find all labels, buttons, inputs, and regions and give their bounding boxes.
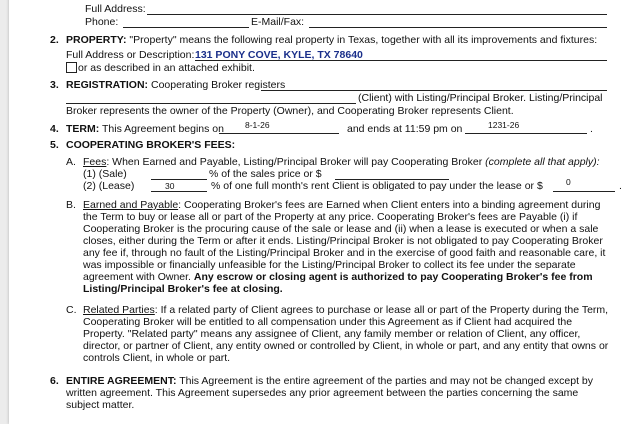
fees-a-intro-italic: (complete all that apply): [485,156,600,168]
fees-b-line-4: closes, either during the Term or after it ends. Listing/Principal Broker is not obligated to pay Cooperating Broker [83,235,603,247]
fees-lease-dollar-value[interactable]: 0 [566,177,571,187]
fees-a-line [83,156,600,168]
section-4-text-2: and ends at 11:59 pm on [347,123,463,135]
fees-b-line-6: was impossible or financially unfeasible for the Listing/Principal Broker to collect its fee under the separate [83,259,576,271]
term-begin-line [219,133,339,134]
fees-c-line-3: Property. "Related party" means any assignee of Client, any family member or relation of Client, any officer, [83,328,581,340]
section-2-text: "Property" means the following real property in Texas, together with all its improvements and fixtures: [129,34,598,46]
full-address-label: Full Address: [85,3,146,15]
fees-c-line-1 [83,304,615,316]
section-6-line-1 [66,375,615,387]
property-address-value[interactable]: 131 PONY COVE, KYLE, TX 78640 [195,49,363,61]
section-6-number: 6. [50,375,59,387]
fees-b-text-1: : Cooperating Broker's fees are Earned when Client enters into a binding agreement during [178,199,601,211]
fees-sale-percent-line[interactable] [151,179,207,180]
section-4-number: 4. [50,123,59,135]
fees-b-line-8: Listing/Principal Broker's fee at closing. [83,283,283,295]
phone-label: Phone: [85,16,119,28]
section-5-heading: COOPERATING BROKER'S FEES: [66,139,236,151]
fees-b-letter: B. [66,199,76,211]
section-2-heading: PROPERTY: [66,34,127,46]
section-2-number: 2. [50,34,59,46]
fees-lease-percent-value[interactable]: 30 [165,181,175,191]
fees-c-line-5: controls Client, in whole or part. [83,352,231,364]
fees-b-bold-1: Any escrow or closing agent is authorized to pay Cooperating Broker's fee from [193,271,593,283]
fees-b-title: Earned and Payable [83,199,179,211]
fees-b-line-3: Cooperating Broker is the procuring cause of the sale or lease and (ii) when a lease is executed or when a sale [83,223,599,235]
phone-line[interactable] [123,27,249,28]
full-address-line[interactable] [147,14,607,15]
section-4-text-1: This Agreement begins on [101,123,224,135]
fees-lease-percent-line [151,191,207,192]
fees-b-line-7 [83,271,615,283]
section-4-heading-line [66,123,224,135]
section-3-text-1: Cooperating Broker registers [150,79,286,91]
address-line [195,60,607,61]
exhibit-checkbox[interactable] [66,62,77,73]
fees-b-line-5: any fee if, through no fault of the Listing/Principal Broker and in the exercise of good faith and reasonable care, it [83,247,606,259]
fees-b-text-7: agreement with Owner. [83,271,191,283]
fees-a-letter: A. [66,156,76,168]
fees-lease-text: % of one full month's rent Client is obligated to pay under the lease or $ [211,180,543,192]
address-label: Full Address or Description: [66,49,195,61]
fees-b-line-1 [83,199,615,211]
fees-a-intro: : When Earned and Payable, Listing/Principal Broker will pay Cooperating Broker [106,156,483,168]
fees-c-title: Related Parties [83,304,155,316]
section-3-text-3: Broker represents the owner of the Property (Owner), and Cooperating Broker represents Client. [66,105,514,117]
section-6-heading: ENTIRE AGREEMENT: [66,375,177,387]
exhibit-text: or as described in an attached exhibit. [78,62,255,74]
term-end-date[interactable]: 1231-26 [488,120,520,130]
registration-client-line-2[interactable] [66,103,356,104]
email-fax-label: E-Mail/Fax: [251,16,305,28]
section-4-heading: TERM: [66,123,100,135]
fees-c-text-1: : If a related party of Client agrees to purchase or lease all or part of the Property during the Term, [154,304,609,316]
fees-lease-punct: . [619,180,622,192]
fees-b-line-2: the Term to buy or lease all or part of the Property at any price. Cooperating Broker's fees are Payable (i) if [83,211,578,223]
fees-a-title: Fees [83,156,107,168]
fees-c-letter: C. [66,304,77,316]
fees-lease-label: (2) (Lease) [83,180,135,192]
registration-client-line-1[interactable] [261,90,607,91]
section-6-paragraph [66,375,615,411]
term-end-line [465,133,587,134]
section-3-text-2: (Client) with Listing/Principal Broker. Listing/Principal [358,92,603,104]
document-page [9,0,640,424]
term-begin-date[interactable]: 8-1-26 [245,120,270,130]
fees-b-paragraph [83,199,615,295]
section-6-line-2: written agreement. This Agreement supersedes any prior agreement between the parties concerning the same [66,387,579,399]
section-5-number: 5. [50,139,59,151]
term-end-punct: . [590,123,593,135]
section-2-heading-line [66,34,597,46]
section-3-heading: REGISTRATION: [66,79,149,91]
fees-sale-label: (1) (Sale) [83,168,127,180]
section-3-heading-line [66,79,285,91]
fees-c-line-2: Cooperating Broker will be entitled to all compensation under this Agreement as if Client had acquired the [83,316,573,328]
section-6-text-1: This Agreement is the entire agreement of the parties and may not be changed except by [179,375,594,387]
section-3-number: 3. [50,79,59,91]
section-6-line-3: subject matter. [66,399,135,411]
fees-lease-dollar-line [553,191,615,192]
email-fax-line[interactable] [309,27,607,28]
fees-c-line-4: director, or partner of Client, any entity owned or controlled by Client, in whole or part, and any entity that owns or [83,340,609,352]
fees-c-paragraph [83,304,615,364]
fees-sale-text: % of the sales price or $ [209,168,322,180]
